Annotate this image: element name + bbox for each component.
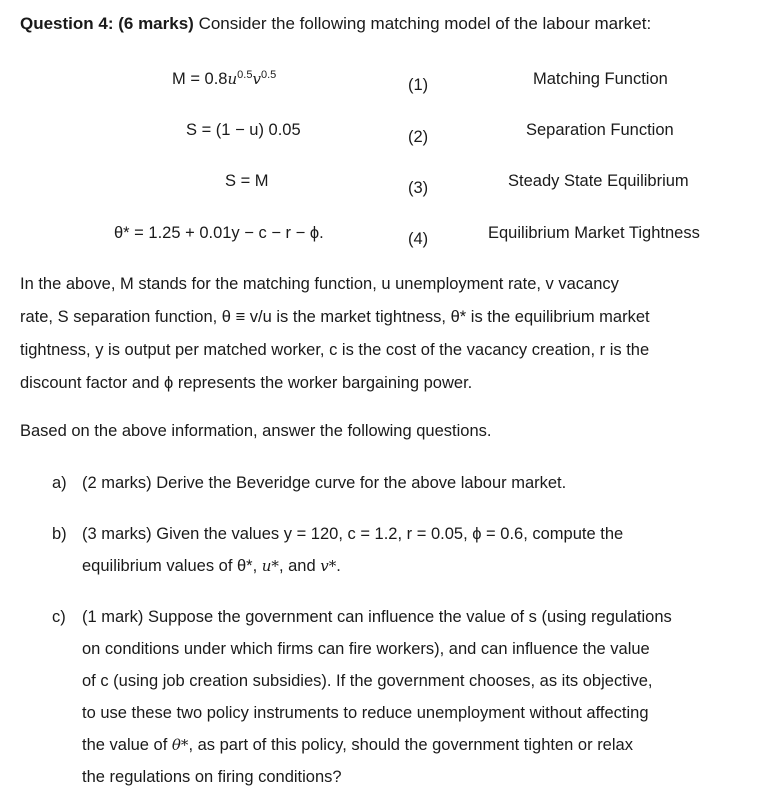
description-line: rate, S separation function, θ ≡ v/u is the market tightness, θ* is the equilibrium market <box>20 308 650 326</box>
equation-row-4 <box>0 224 779 250</box>
question-b-line-1: (3 marks) Given the values y = 120, c = 1.2, r = 0.05, ϕ = 0.6, compute the <box>82 525 624 543</box>
question-b-line-2: equilibrium values of θ*, u*, and v*. <box>82 557 341 575</box>
question-b-marker: b) <box>52 525 67 543</box>
description-line: In the above, M stands for the matching function, u unemployment rate, v vacancy <box>20 275 619 293</box>
equation-number-4: (4) <box>408 230 429 248</box>
question-c-line: the value of θ*, as part of this policy, should the government tighten or relax <box>82 736 633 754</box>
question-c-line: on conditions under which firms can fire workers), and can influence the value <box>82 640 650 658</box>
model-description <box>20 268 762 400</box>
steady-state-formula: S = M <box>225 172 269 190</box>
question-c-marker: c) <box>52 608 66 626</box>
question-heading-text: Consider the following matching model of the labour market: <box>198 14 652 33</box>
equation-label-3: Steady State Equilibrium <box>508 172 689 190</box>
equation-number-1: (1) <box>408 76 429 94</box>
equation-label-1: Matching Function <box>533 70 668 88</box>
equation-row-1 <box>0 70 779 96</box>
question-c-line: the regulations on firing conditions? <box>82 768 342 786</box>
question-c-line: to use these two policy instruments to reduce unemployment without affecting <box>82 704 649 722</box>
instructions-text: Based on the above information, answer the following questions. <box>20 422 492 440</box>
market-tightness-formula: θ* = 1.25 + 0.01y − c − r − ϕ. <box>114 224 324 242</box>
equation-number-3: (3) <box>408 179 429 197</box>
separation-function-formula: S = (1 − u) 0.05 <box>186 121 301 139</box>
description-line: tightness, y is output per matched worker, c is the cost of the vacancy creation, r is the <box>20 341 650 359</box>
matching-function-formula: $M = 0.8u^{0.5}v^{0.5}$ <box>172 69 277 88</box>
description-line: discount factor and ϕ represents the worker bargaining power. <box>20 374 473 392</box>
equation-row-3 <box>0 172 779 198</box>
question-a-text: (2 marks) Derive the Beveridge curve for the above labour market. <box>82 474 567 492</box>
question-c-line: of c (using job creation subsidies). If the government chooses, as its objective, <box>82 672 653 690</box>
question-marks-label: Question 4: (6 marks) <box>20 14 194 33</box>
equation-number-2: (2) <box>408 128 429 146</box>
equation-label-2: Separation Function <box>526 121 674 139</box>
equation-row-2 <box>0 121 779 147</box>
question-c-line: (1 mark) Suppose the government can influence the value of s (using regulations <box>82 608 672 626</box>
question-heading <box>20 14 651 34</box>
question-a-marker: a) <box>52 474 67 492</box>
equation-label-4: Equilibrium Market Tightness <box>488 224 700 242</box>
